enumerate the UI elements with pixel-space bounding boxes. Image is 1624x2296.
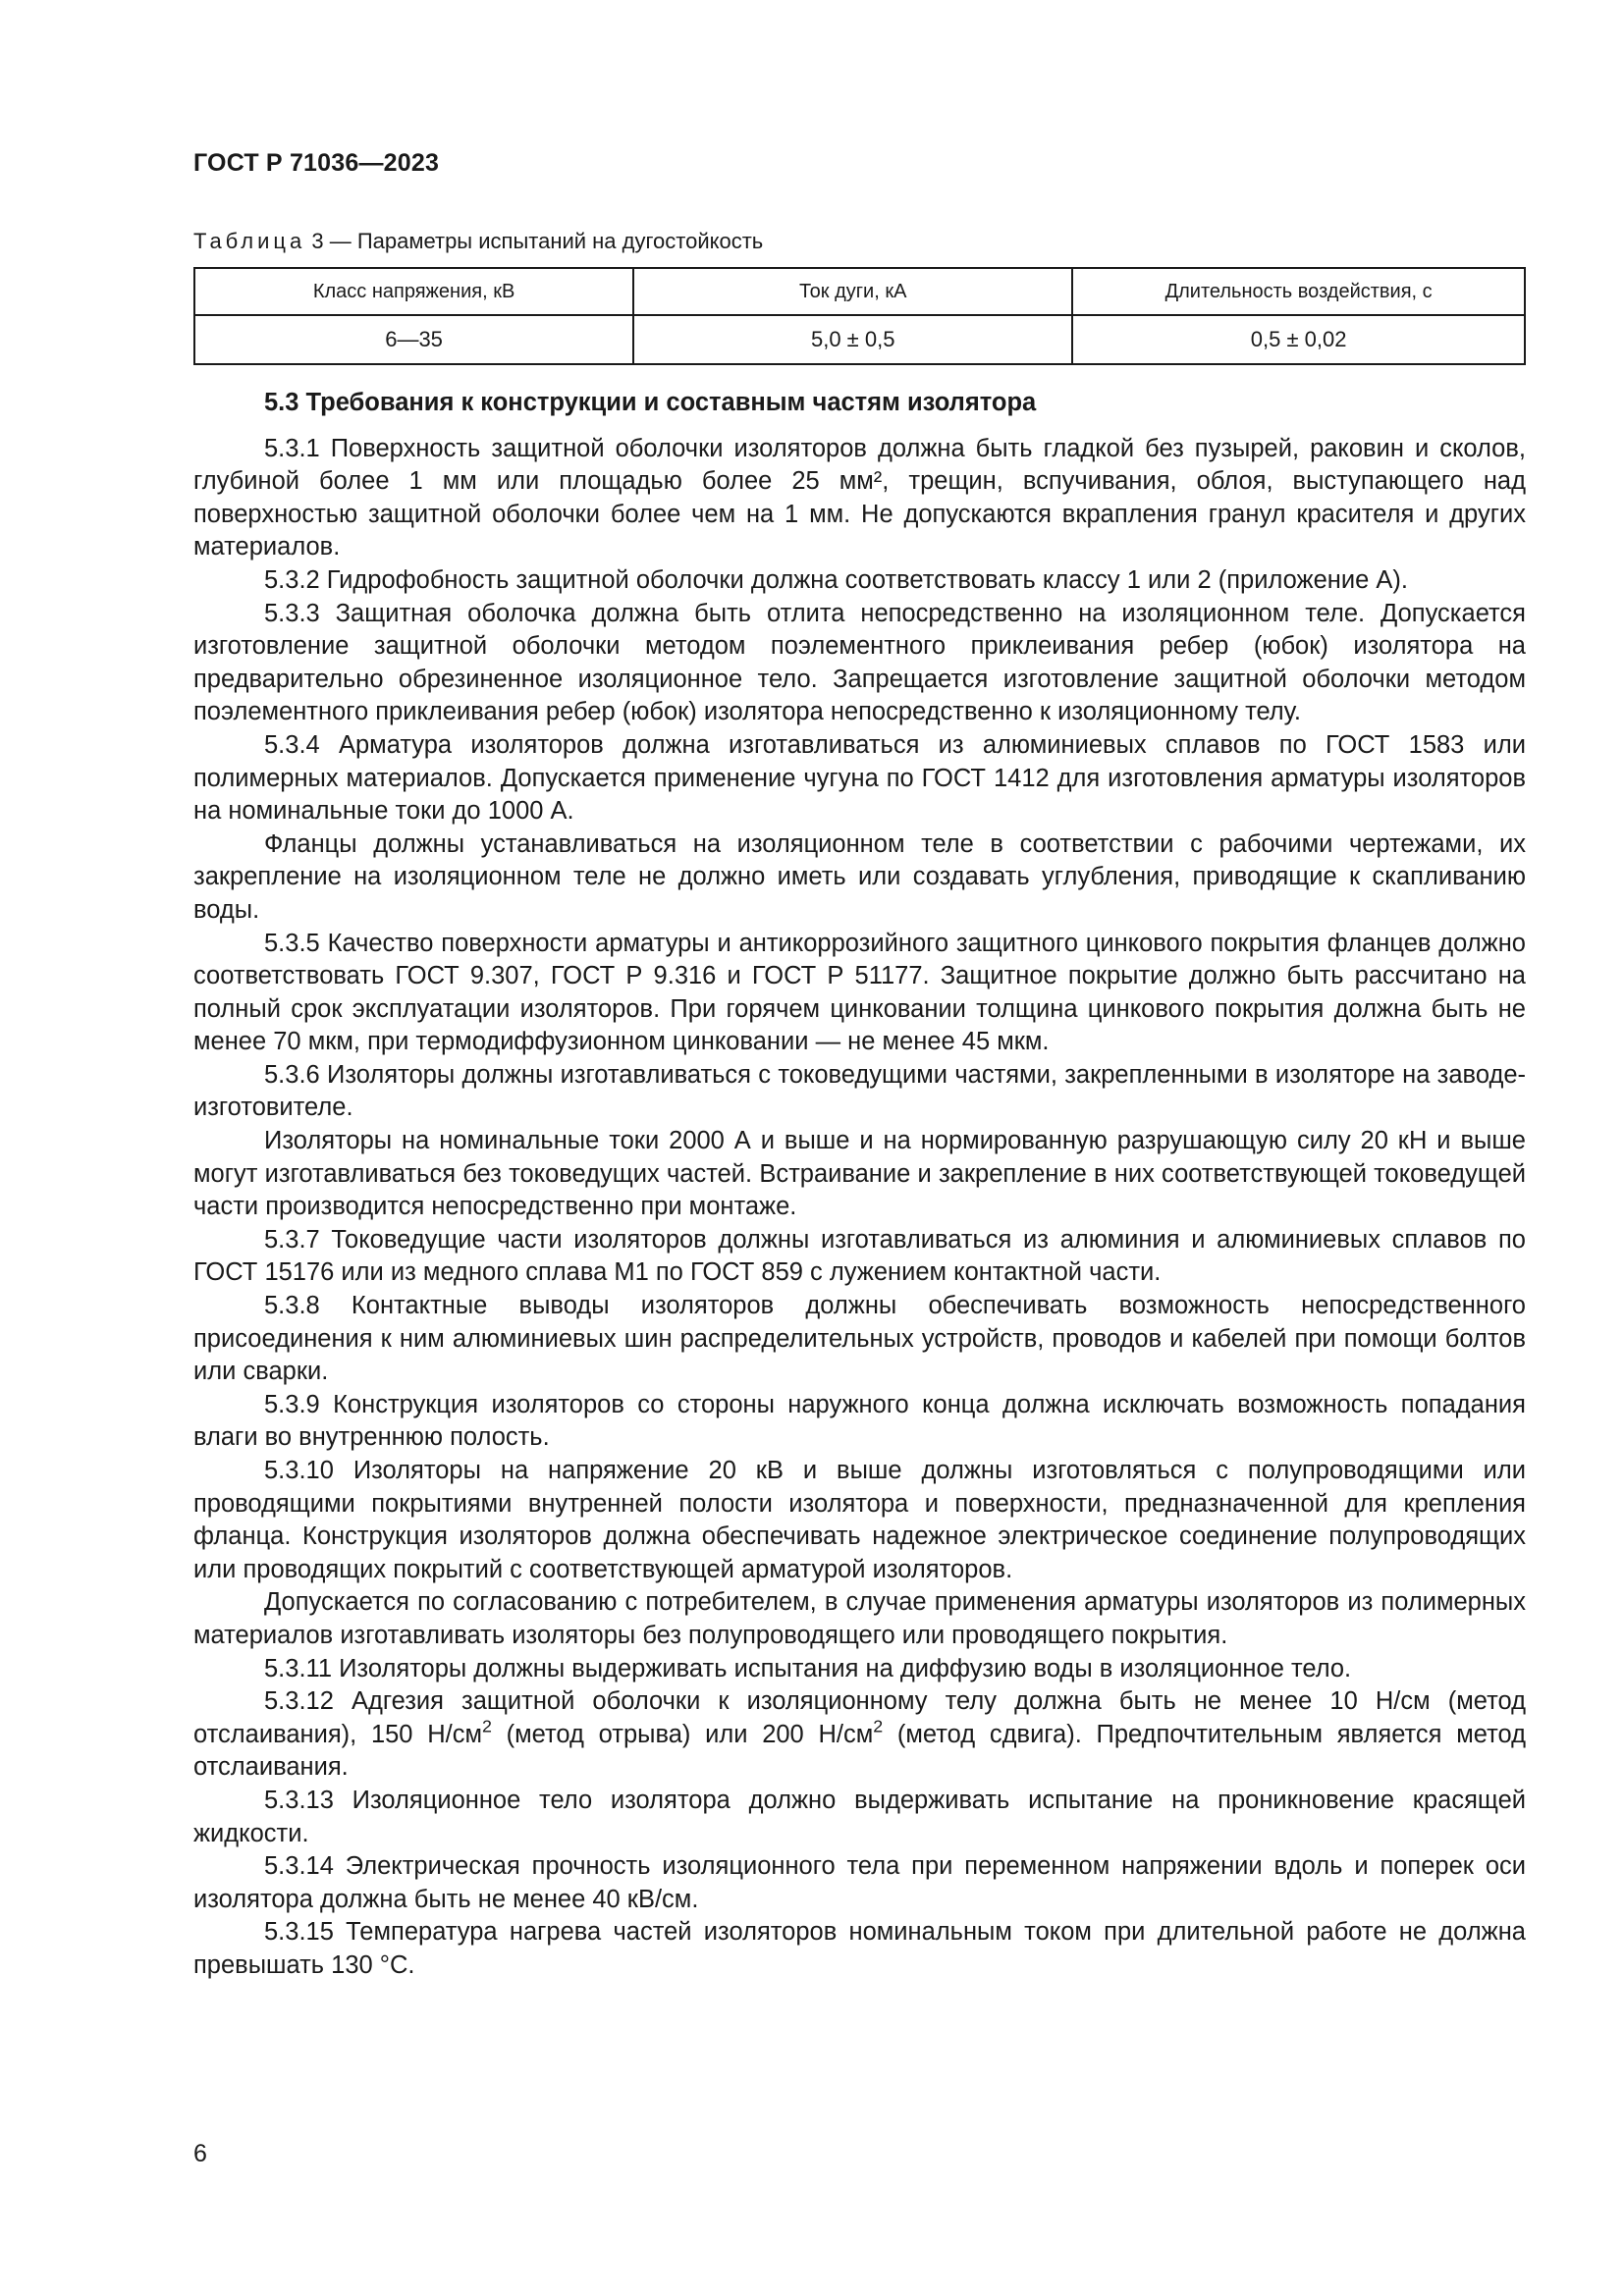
paragraph: 5.3.15 Температура нагрева частей изоляторов номинальным током при длительной работе не должна превышать 130 °С.: [193, 1918, 1526, 1979]
paragraph: 5.3.1 Поверхность защитной оболочки изоляторов должна быть гладкой без пузырей, раковин и сколов, глубиной более 1 мм или площадью более 25 мм², трещин, вспучивания, облоя, выступающего над поверхностью защитной оболочки более чем на 1 мм. Не допускаются вкрапления гранул красителя и других материалов.: [193, 434, 1526, 561]
paragraph-text: (метод сдвига). Предпочтительным является метод отслаивания.: [193, 1720, 1526, 1782]
table-caption: [193, 229, 763, 254]
column-header-voltage-class: Класс напряжения, кВ: [194, 268, 633, 315]
table-caption-text: 3 — Параметры испытаний на дугостойкость: [311, 229, 764, 253]
table-header-row: [194, 268, 1525, 315]
paragraph: Фланцы должны устанавливаться на изоляционном теле в соответствии с рабочими чертежами, их закрепление на изоляционном теле не должно иметь или создавать углубления, приводящие к скапливанию воды.: [193, 829, 1526, 924]
paragraph: 5.3.11 Изоляторы должны выдерживать испытания на диффузию воды в изоляционное тело.: [264, 1654, 1352, 1682]
paragraph: 5.3.10 Изоляторы на напряжение 20 кВ и выше должны изготовляться с полупроводящими или проводящими покрытиями внутренней полости изолятора и поверхности, предназначенной для крепления фланца. Конструкция изоляторов должна обеспечивать надежное электрическое соединение полупроводящих или проводящих покрытий с соответствующей арматурой изоляторов.: [193, 1457, 1526, 1583]
table-row: [194, 315, 1525, 364]
paragraph-text: (метод отрыва) или 200 Н/см: [491, 1720, 874, 1748]
paragraph: 5.3.7 Токоведущие части изоляторов должны изготавливаться из алюминия и алюминиевых сплавов по ГОСТ 15176 или из медного сплава М1 по ГОСТ 859 с лужением контактной части.: [193, 1225, 1526, 1287]
paragraph: 5.3.3 Защитная оболочка должна быть отлита непосредственно на изоляционном теле. Допускается изготовление защитной оболочки методом поэлементного приклеивания ребер (юбок) изолятора на предварительно обрезиненное изоляционное тело. Запрещается изготовление защитной оболочки методом поэлементного приклеивания ребер (юбок) изолятора непосредственно к изоляционному телу.: [193, 599, 1526, 726]
table-cell: 0,5 ± 0,02: [1072, 315, 1525, 364]
arc-resistance-table: [193, 267, 1526, 365]
paragraph: 5.3.9 Конструкция изоляторов со стороны наружного конца должна исключать возможность попадания влаги во внутреннюю полость.: [193, 1390, 1526, 1452]
paragraph: 5.3.4 Арматура изоляторов должна изготавливаться из алюминиевых сплавов по ГОСТ 1583 или полимерных материалов. Допускается применение чугуна по ГОСТ 1412 для изготовления арматуры изоляторов на номинальные токи до 1000 А.: [193, 730, 1526, 826]
column-header-arc-current: Ток дуги, кА: [633, 268, 1072, 315]
document-id-header: ГОСТ Р 71036—2023: [193, 149, 440, 177]
paragraph: Допускается по согласованию с потребителем, в случае применения арматуры изоляторов из полимерных материалов изготавливать изоляторы без полупроводящего или проводящего покрытия.: [193, 1588, 1526, 1649]
section-title: 5.3 Требования к конструкции и составным частям изолятора: [264, 389, 1037, 416]
paragraph-text: 5.3.12 Адгезия защитной оболочки к изоляционному телу должна быть не менее 10 Н/см (метод отслаивания), 150 Н/см: [193, 1687, 1526, 1748]
column-header-exposure-duration: Длительность воздействия, с: [1072, 268, 1525, 315]
table-caption-label: Таблица: [193, 229, 306, 253]
paragraph: 5.3.13 Изоляционное тело изолятора должно выдерживать испытание на проникновение красящей жидкости.: [193, 1786, 1526, 1847]
page-number: 6: [193, 2140, 207, 2167]
table-cell: 6—35: [194, 315, 633, 364]
paragraph: 5.3.6 Изоляторы должны изготавливаться с токоведущими частями, закрепленными в изоляторе на заводе-изготовителе.: [193, 1060, 1526, 1122]
paragraph: Изоляторы на номинальные токи 2000 А и выше и на нормированную разрушающую силу 20 кН и выше могут изготавливаться без токоведущих частей. Встраивание и закрепление в них соответствующей токоведущей части производится непосредственно при монтаже.: [193, 1127, 1526, 1221]
paragraph: 5.3.2 Гидрофобность защитной оболочки должна соответствовать классу 1 или 2 (приложение А).: [264, 565, 1408, 594]
paragraph: 5.3.5 Качество поверхности арматуры и антикоррозийного защитного цинкового покрытия фланцев должно соответствовать ГОСТ 9.307, ГОСТ Р 9.316 и ГОСТ Р 51177. Защитное покрытие должно быть рассчитано на полный срок эксплуатации изоляторов. При горячем цинковании толщина цинкового покрытия должна быть не менее 70 мкм, при термодиффузионном цинковании — не менее 45 мкм.: [193, 929, 1526, 1056]
paragraph-adhesion: [193, 1685, 1526, 1785]
superscript: 2: [482, 1716, 492, 1736]
paragraph: 5.3.14 Электрическая прочность изоляционного тела при переменном напряжении вдоль и поперек оси изолятора должна быть не менее 40 кВ/см.: [193, 1852, 1526, 1913]
section-body: [193, 387, 1526, 1983]
paragraph: 5.3.8 Контактные выводы изоляторов должны обеспечивать возможность непосредственного присоединения к ним алюминиевых шин распределительных устройств, проводов и кабелей при помощи болтов или сварки.: [193, 1292, 1526, 1386]
superscript: 2: [873, 1716, 884, 1736]
table-cell: 5,0 ± 0,5: [633, 315, 1072, 364]
